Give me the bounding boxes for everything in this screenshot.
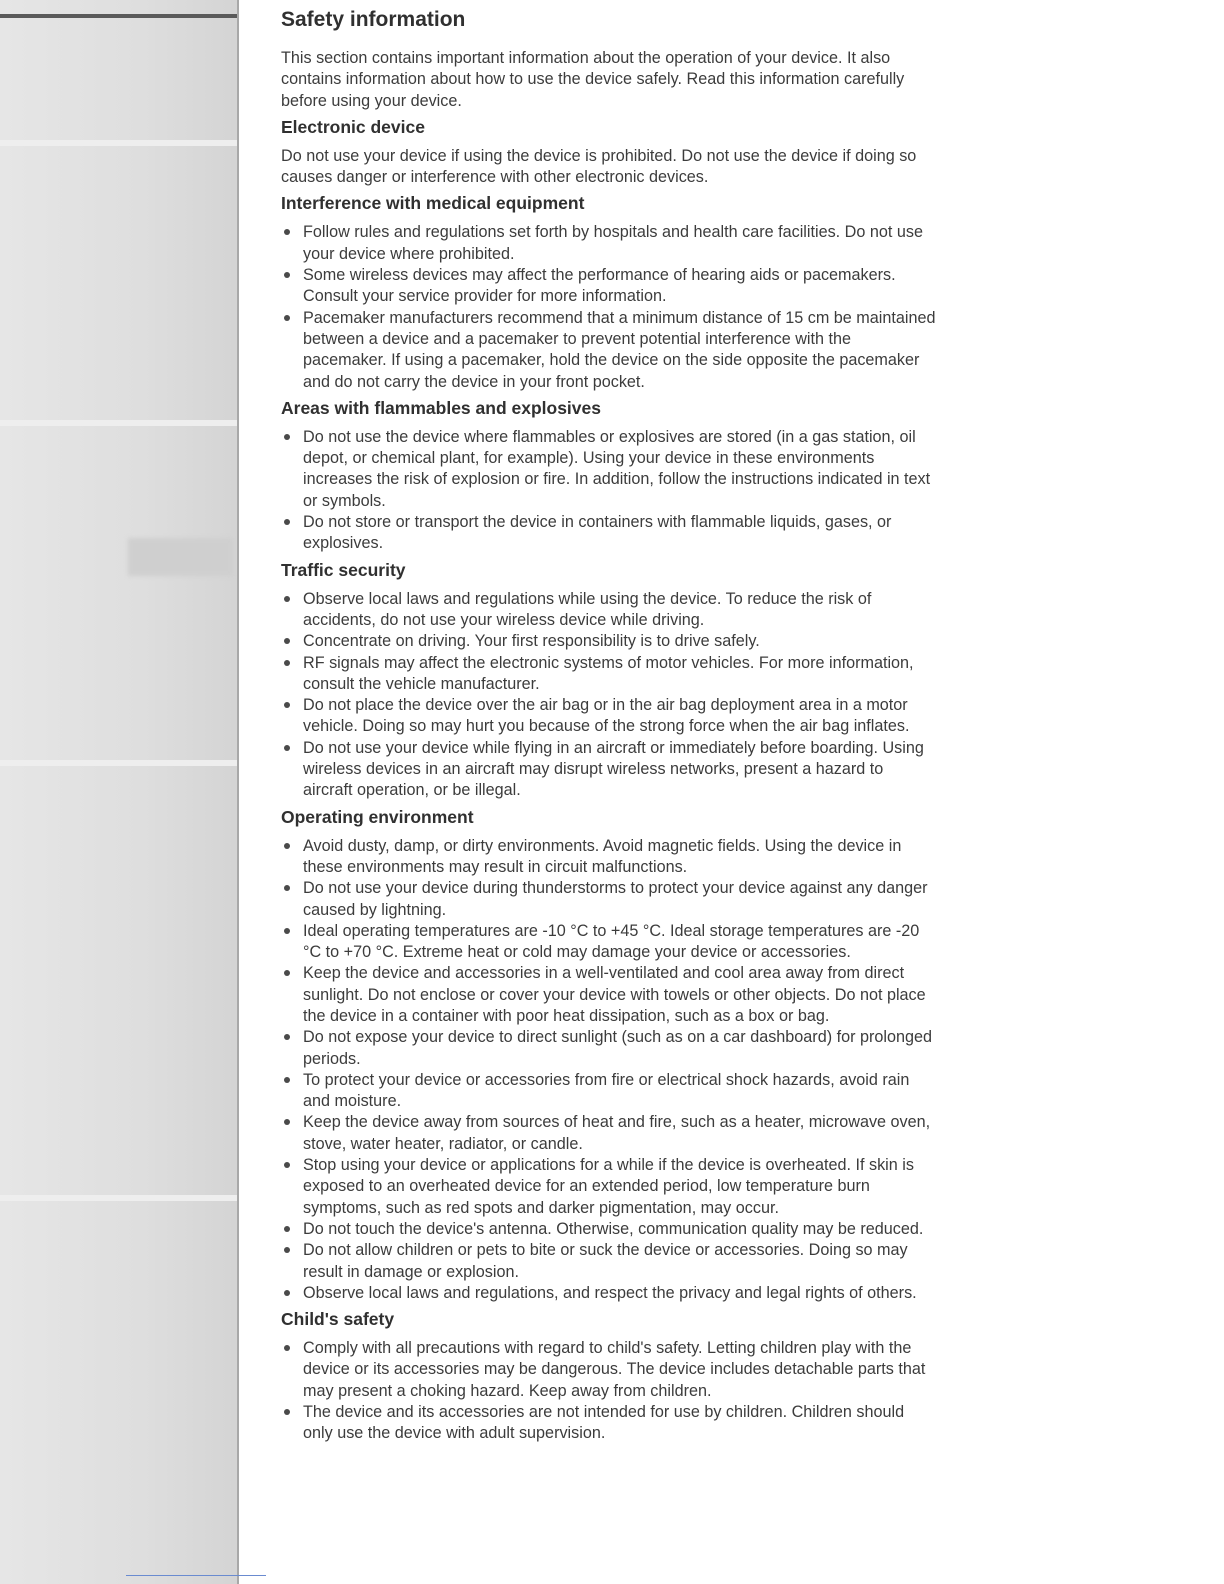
list-item: Do not use your device during thunderstorms to protect your device against any danger caused by lightning.	[281, 878, 936, 921]
list-item: Stop using your device or applications for a while if the device is overheated. If skin is exposed to an overheated device for an extended period, low temperature burn symptoms, such as red spots and darker pigmentation, may occur.	[281, 1155, 936, 1219]
section-operating-environment	[281, 806, 936, 1305]
intro-paragraph: This section contains important information about the operation of your device. It also contains information about how to use the device safely. Read this information carefully before using your device.	[281, 49, 905, 110]
section-flammables	[281, 397, 936, 555]
section-paragraph: Do not use your device if using the device is prohibited. Do not use the device if doing so causes danger or interference with other electronic devices.	[281, 146, 917, 187]
section-heading: Areas with flammables and explosives	[281, 397, 601, 418]
scan-smudge	[128, 538, 233, 576]
list-item: Follow rules and regulations set forth by hospitals and health care facilities. Do not use your device where prohibited.	[281, 222, 936, 265]
list-item: The device and its accessories are not intended for use by children. Children should only use the device with adult supervision.	[281, 1402, 936, 1445]
list-item: Do not use the device where flammables or explosives are stored (in a gas station, oil depot, or chemical plant, for example). Using your device in these environments increases the risk of explosion or fire. In addition, follow the instructions indicated in text or symbols.	[281, 427, 936, 512]
list-item: Keep the device away from sources of heat and fire, such as a heater, microwave oven, stove, water heater, radiator, or candle.	[281, 1112, 936, 1155]
list-item: Do not expose your device to direct sunlight (such as on a car dashboard) for prolonged periods.	[281, 1027, 936, 1070]
document-body	[281, 6, 936, 1449]
list-item: Do not store or transport the device in containers with flammable liquids, gases, or explosives.	[281, 512, 936, 555]
list-item: Do not place the device over the air bag or in the air bag deployment area in a motor vehicle. Doing so may hurt you because of the strong force when the air bag inflates.	[281, 695, 936, 738]
list-item: Do not use your device while flying in an aircraft or immediately before boarding. Using wireless devices in an aircraft may disrupt wireless networks, present a hazard to aircraft operation, or be illegal.	[281, 738, 936, 802]
list-item: Keep the device and accessories in a well-ventilated and cool area away from direct sunlight. Do not enclose or cover your device with towels or other objects. Do not place the device in a container with poor heat dissipation, such as a box or bag.	[281, 963, 936, 1027]
scan-stripe	[0, 420, 237, 426]
list-item: Observe local laws and regulations while using the device. To reduce the risk of accidents, do not use your wireless device while driving.	[281, 589, 936, 632]
list-item: Concentrate on driving. Your first responsibility is to drive safely.	[281, 631, 936, 652]
section-heading: Traffic security	[281, 559, 406, 580]
bullet-list	[281, 1338, 936, 1444]
list-item: Some wireless devices may affect the performance of hearing aids or pacemakers. Consult your service provider for more information.	[281, 265, 936, 308]
section-heading: Interference with medical equipment	[281, 193, 585, 214]
bullet-list	[281, 836, 936, 1305]
scan-stripe	[0, 1195, 237, 1201]
list-item: Do not allow children or pets to bite or suck the device or accessories. Doing so may result in damage or explosion.	[281, 1240, 936, 1283]
list-item: Do not touch the device's antenna. Otherwise, communication quality may be reduced.	[281, 1219, 936, 1240]
list-item: Ideal operating temperatures are -10 °C to +45 °C. Ideal storage temperatures are -20 °C to +70 °C. Extreme heat or cold may damage your device or accessories.	[281, 921, 936, 964]
section-traffic-security	[281, 559, 936, 802]
list-item: Pacemaker manufacturers recommend that a minimum distance of 15 cm be maintained between a device and a pacemaker to prevent potential interference with the pacemaker. If using a pacemaker, hold the device on the side opposite the pacemaker and do not carry the device in your front pocket.	[281, 308, 936, 393]
section-heading: Operating environment	[281, 806, 474, 827]
section-heading: Child's safety	[281, 1309, 395, 1330]
scanned-page-margin	[0, 0, 239, 1584]
section-electronic-device	[281, 116, 936, 189]
bullet-list	[281, 589, 936, 802]
footer-rule	[126, 1575, 266, 1576]
bullet-list	[281, 427, 936, 555]
bullet-list	[281, 222, 936, 392]
scan-stripe	[0, 760, 237, 766]
list-item: RF signals may affect the electronic systems of motor vehicles. For more information, consult the vehicle manufacturer.	[281, 653, 936, 696]
section-childs-safety	[281, 1308, 936, 1444]
page-title: Safety information	[281, 8, 466, 31]
list-item: Observe local laws and regulations, and respect the privacy and legal rights of others.	[281, 1283, 936, 1304]
list-item: Avoid dusty, damp, or dirty environments. Avoid magnetic fields. Using the device in these environments may result in circuit malfunctions.	[281, 836, 936, 879]
list-item: Comply with all precautions with regard to child's safety. Letting children play with the device or its accessories may be dangerous. The device includes detachable parts that may present a choking hazard. Keep away from children.	[281, 1338, 936, 1402]
scan-edge-bar	[0, 14, 237, 18]
scan-stripe	[0, 140, 237, 146]
section-heading: Electronic device	[281, 116, 425, 137]
list-item: To protect your device or accessories from fire or electrical shock hazards, avoid rain and moisture.	[281, 1070, 936, 1113]
section-medical-equipment	[281, 192, 936, 392]
